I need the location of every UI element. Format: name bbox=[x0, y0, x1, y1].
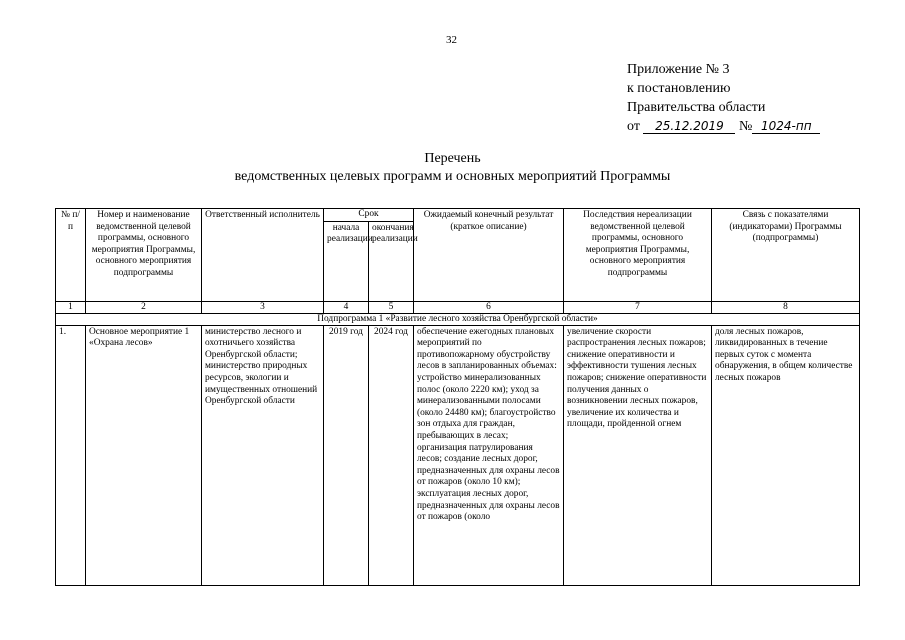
programs-table bbox=[55, 208, 860, 586]
header-name: Номер и наименование ведомственной целевой программы, основного мероприятия Программы, основного мероприятия подпрограммы bbox=[86, 209, 202, 302]
annex-line-3: Правительства области bbox=[627, 100, 766, 115]
column-number: 4 bbox=[324, 301, 369, 313]
row-start: 2019 год bbox=[324, 325, 369, 585]
header-row-1 bbox=[56, 209, 860, 222]
table-row bbox=[56, 325, 860, 585]
column-number: 2 bbox=[86, 301, 202, 313]
column-number: 6 bbox=[414, 301, 564, 313]
number-prefix: № bbox=[738, 119, 753, 134]
handwritten-number: 1024-пп bbox=[752, 119, 820, 134]
header-term: Срок bbox=[324, 209, 414, 222]
row-consequences: увеличение скорости распространения лесных пожаров; снижение оперативности и эффективности тушения лесных пожаров; снижение оперативности получения данных о возникновении лесных пожаров, увеличение их количества и площади, пройденной огнем bbox=[564, 325, 712, 585]
header-start: начала реализации bbox=[324, 221, 369, 301]
date-prefix: от bbox=[627, 119, 640, 134]
header-end: окончания реализации bbox=[369, 221, 414, 301]
row-result: обеспечение ежегодных плановых мероприятий по противопожарному обустройству лесов в запланированных объемах: устройство минерализованных полос (около 2220 км); уход за минерализованными полосами (около 24480 км); благоустройство зон отдыха для граждан, пребывающих в лесах; организация патрулирования лесов; создание лесных дорог, предназначенных для охраны лесов от пожаров (около 10 км); эксплуатация лесных дорог, предназначенных для охраны лесов от пожаров (около bbox=[414, 325, 564, 585]
header-consequences: Последствия нереализации ведомственной целевой программы, основного мероприятия Программы, основного мероприятия подпрограммы bbox=[564, 209, 712, 302]
row-executor: министерство лесного и охотничьего хозяйства Оренбургской области; министерство природных ресурсов, экологии и имущественных отношений Оренбургской области bbox=[202, 325, 324, 585]
document-title bbox=[0, 150, 905, 186]
column-number: 3 bbox=[202, 301, 324, 313]
annex-line-1: Приложение № 3 bbox=[627, 62, 730, 77]
subprogram-row bbox=[56, 313, 860, 325]
title-line-1: Перечень bbox=[424, 151, 481, 166]
header-executor: Ответственный исполнитель bbox=[202, 209, 324, 302]
column-number: 8 bbox=[712, 301, 860, 313]
column-number: 5 bbox=[369, 301, 414, 313]
page-number: 32 bbox=[446, 34, 457, 46]
subprogram-title: Подпрограмма 1 «Развитие лесного хозяйства Оренбургской области» bbox=[56, 313, 860, 325]
column-number: 1 bbox=[56, 301, 86, 313]
header-num: № п/п bbox=[56, 209, 86, 302]
header-result: Ожидаемый конечный результат (краткое описание) bbox=[414, 209, 564, 302]
column-numbers-row bbox=[56, 301, 860, 313]
handwritten-date: 25.12.2019 bbox=[643, 119, 735, 134]
annex-date-line bbox=[627, 117, 820, 136]
annex-line-2: к постановлению bbox=[627, 81, 731, 96]
row-name: Основное мероприятие 1 «Охрана лесов» bbox=[86, 325, 202, 585]
column-number: 7 bbox=[564, 301, 712, 313]
row-end: 2024 год bbox=[369, 325, 414, 585]
header-indicators: Связь с показателями (индикаторами) Программы (подпрограммы) bbox=[712, 209, 860, 302]
row-num: 1. bbox=[56, 325, 86, 585]
row-indicators: доля лесных пожаров, ликвидированных в течение первых суток с момента обнаружения, в общем количестве лесных пожаров bbox=[712, 325, 860, 585]
title-line-2: ведомственных целевых программ и основных мероприятий Программы bbox=[234, 169, 671, 184]
annex-block bbox=[627, 60, 820, 136]
